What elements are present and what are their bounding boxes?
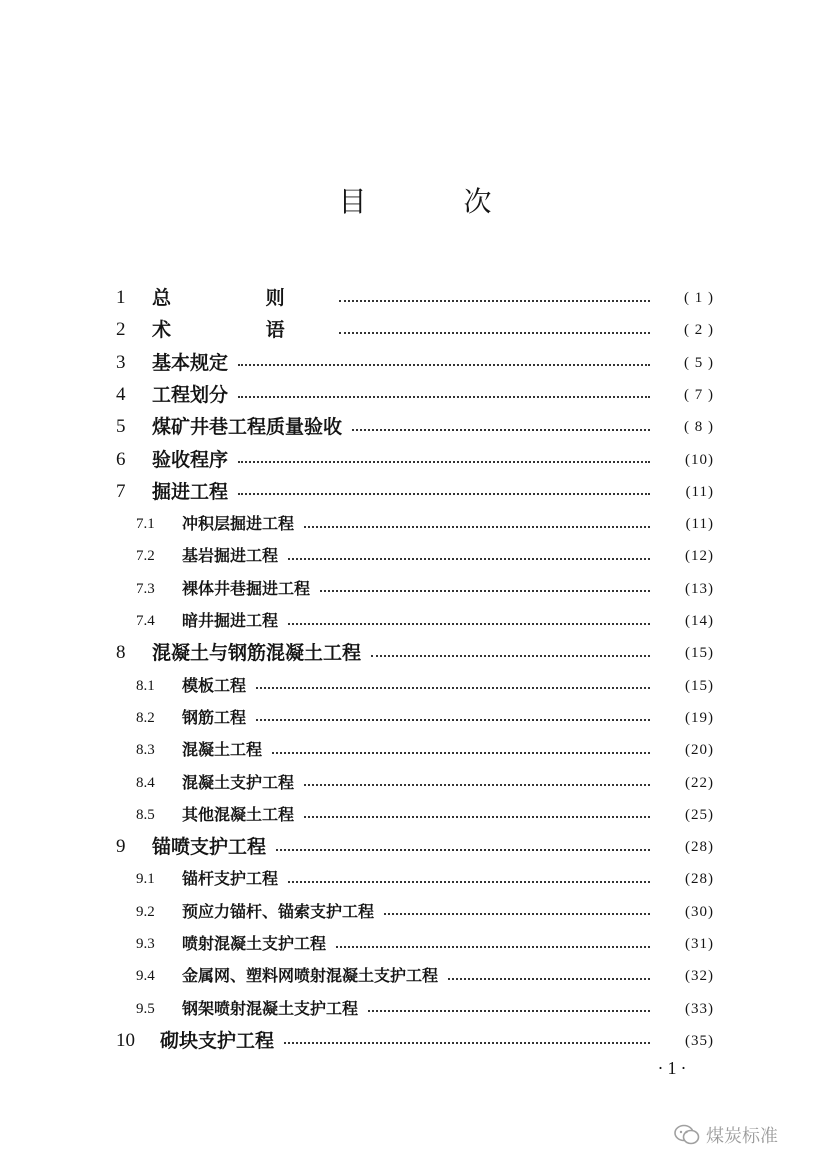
watermark bbox=[674, 1122, 778, 1148]
toc-title: 煤矿井巷工程质量验收 bbox=[152, 416, 343, 439]
dot-leader bbox=[272, 751, 650, 754]
toc-title: 验收程序 bbox=[152, 448, 229, 471]
toc-page-ref: (12) bbox=[685, 548, 714, 565]
dot-leader bbox=[238, 460, 650, 463]
toc-page-ref: ( 2 ) bbox=[684, 322, 714, 339]
toc-title: 钢筋工程 bbox=[182, 707, 247, 727]
toc-section-row[interactable] bbox=[136, 993, 714, 1025]
dot-leader bbox=[238, 363, 650, 366]
toc-section-row[interactable] bbox=[136, 799, 714, 831]
toc-chapter-row[interactable] bbox=[116, 637, 714, 669]
toc-title: 金属网、塑料网喷射混凝土支护工程 bbox=[182, 966, 439, 986]
toc-title: 砌块支护工程 bbox=[160, 1029, 275, 1052]
page-number: ·1· bbox=[657, 1058, 691, 1078]
toc-number: 9.3 bbox=[136, 936, 155, 952]
toc-section-row[interactable] bbox=[136, 573, 714, 605]
toc-number: 10 bbox=[116, 1029, 135, 1051]
dot-leader bbox=[256, 718, 650, 721]
toc-number: 1 bbox=[116, 287, 126, 308]
toc-page-ref: (28) bbox=[685, 839, 714, 856]
dot-leader bbox=[238, 395, 650, 398]
page-title: 目 次 bbox=[338, 185, 536, 218]
dot-leader bbox=[368, 1009, 650, 1012]
toc-title: 总 则 bbox=[152, 287, 329, 309]
toc-title: 模板工程 bbox=[182, 675, 247, 695]
dot-leader bbox=[320, 589, 650, 592]
toc-number: 7 bbox=[116, 480, 126, 502]
toc-title: 预应力锚杆、锚索支护工程 bbox=[182, 901, 375, 921]
toc-section-row[interactable] bbox=[136, 605, 714, 637]
toc-section-row[interactable] bbox=[136, 863, 714, 895]
toc-page-ref: ( 1 ) bbox=[684, 290, 714, 306]
toc-number: 7.2 bbox=[136, 548, 155, 565]
toc-number: 8.2 bbox=[136, 709, 155, 726]
toc-number: 9.1 bbox=[136, 871, 155, 888]
toc-title: 暗井掘进工程 bbox=[182, 611, 279, 630]
dot-leader bbox=[288, 557, 650, 560]
toc-page-ref: (22) bbox=[685, 774, 714, 791]
dot-leader bbox=[256, 686, 650, 689]
toc-section-row[interactable] bbox=[136, 928, 714, 960]
toc-page-ref: (28) bbox=[685, 871, 714, 888]
toc-page-ref: ( 8 ) bbox=[684, 419, 714, 436]
toc-page-ref: ( 7 ) bbox=[684, 386, 714, 403]
dot-leader bbox=[384, 912, 650, 915]
toc-number: 9 bbox=[116, 836, 126, 858]
toc-page-ref: (10) bbox=[685, 451, 714, 468]
dot-leader bbox=[352, 428, 650, 431]
toc-title: 裸体井巷掘进工程 bbox=[182, 578, 311, 598]
toc-chapter-row[interactable] bbox=[116, 379, 714, 411]
toc-page-ref: (33) bbox=[685, 1000, 714, 1017]
toc-title: 喷射混凝土支护工程 bbox=[182, 934, 327, 953]
toc-title: 混凝土工程 bbox=[182, 740, 263, 760]
toc-page-ref: ( 5 ) bbox=[684, 354, 714, 371]
toc-number: 8.3 bbox=[136, 742, 155, 759]
toc-title: 其他混凝土工程 bbox=[182, 804, 295, 824]
toc-number: 5 bbox=[116, 416, 126, 438]
dot-leader bbox=[284, 1041, 650, 1044]
toc-chapter-row[interactable] bbox=[116, 1025, 714, 1057]
toc-page-ref: (30) bbox=[685, 903, 714, 920]
dot-leader bbox=[288, 622, 650, 625]
toc-number: 7.1 bbox=[136, 516, 155, 533]
toc-number: 8 bbox=[116, 642, 126, 664]
toc-number: 2 bbox=[116, 319, 126, 341]
toc-chapter-row[interactable] bbox=[116, 476, 714, 508]
toc-number: 9.5 bbox=[136, 1000, 155, 1017]
toc-section-row[interactable] bbox=[136, 508, 714, 540]
toc-chapter-row[interactable] bbox=[116, 411, 714, 443]
toc-title: 工程划分 bbox=[152, 383, 229, 406]
toc-section-row[interactable] bbox=[136, 540, 714, 572]
toc-title: 混凝土与钢筋混凝土工程 bbox=[152, 642, 362, 665]
toc-section-row[interactable] bbox=[136, 896, 714, 928]
watermark-text: 煤炭标准 bbox=[706, 1126, 778, 1147]
toc-chapter-row[interactable] bbox=[116, 444, 714, 476]
toc-title: 基岩掘进工程 bbox=[182, 546, 279, 566]
toc-page-ref: (15) bbox=[685, 645, 714, 662]
dot-leader bbox=[336, 945, 650, 948]
toc-section-row[interactable] bbox=[136, 670, 714, 702]
toc-title: 锚杆支护工程 bbox=[182, 869, 279, 889]
chat-bubble-icon bbox=[674, 1124, 700, 1146]
toc-page-ref: (20) bbox=[685, 742, 714, 759]
toc-number: 9.2 bbox=[136, 903, 155, 920]
toc-chapter-row[interactable] bbox=[116, 831, 714, 863]
toc-number: 7.3 bbox=[136, 580, 155, 597]
dot-leader bbox=[339, 331, 650, 334]
dot-leader bbox=[238, 492, 650, 495]
toc-number: 9.4 bbox=[136, 968, 155, 985]
toc-page-ref: (32) bbox=[685, 968, 714, 985]
dot-leader bbox=[276, 848, 650, 851]
toc-page-ref: (31) bbox=[685, 936, 714, 952]
toc-title: 掘进工程 bbox=[152, 480, 229, 503]
toc-section-row[interactable] bbox=[136, 702, 714, 734]
toc-chapter-row[interactable] bbox=[116, 282, 714, 314]
dot-leader bbox=[339, 299, 650, 302]
toc-number: 8.1 bbox=[136, 677, 155, 694]
toc-title: 术 语 bbox=[152, 319, 329, 342]
toc-page-ref: (25) bbox=[685, 806, 714, 823]
dot-leader bbox=[304, 525, 650, 528]
toc-title: 混凝土支护工程 bbox=[182, 772, 295, 792]
toc-page-ref: (11) bbox=[685, 483, 714, 500]
toc-page-ref: (35) bbox=[685, 1032, 714, 1049]
toc-number: 8.5 bbox=[136, 806, 155, 823]
toc-number: 4 bbox=[116, 383, 126, 405]
toc-page-ref: (15) bbox=[685, 677, 714, 694]
toc-section-row[interactable] bbox=[136, 767, 714, 799]
dot-leader bbox=[304, 783, 650, 786]
toc-section-row[interactable] bbox=[136, 734, 714, 766]
dot-leader bbox=[448, 977, 650, 980]
toc-page-ref: (14) bbox=[685, 613, 714, 629]
dot-leader bbox=[371, 654, 650, 657]
toc-number: 6 bbox=[116, 448, 126, 470]
toc-number: 8.4 bbox=[136, 774, 155, 791]
toc-chapter-row[interactable] bbox=[116, 347, 714, 379]
toc-number: 3 bbox=[116, 351, 126, 373]
toc-chapter-row[interactable] bbox=[116, 314, 714, 346]
toc-title: 冲积层掘进工程 bbox=[182, 514, 295, 534]
dot-leader bbox=[288, 880, 650, 883]
toc-title: 钢架喷射混凝土支护工程 bbox=[182, 998, 359, 1018]
toc-page-ref: (11) bbox=[685, 516, 714, 533]
toc-title: 基本规定 bbox=[152, 351, 229, 374]
toc-section-row[interactable] bbox=[136, 960, 714, 992]
toc-page-ref: (19) bbox=[685, 709, 714, 726]
toc-page-ref: (13) bbox=[685, 580, 714, 597]
toc-number: 7.4 bbox=[136, 613, 155, 629]
dot-leader bbox=[304, 815, 650, 818]
toc-title: 锚喷支护工程 bbox=[152, 836, 267, 859]
